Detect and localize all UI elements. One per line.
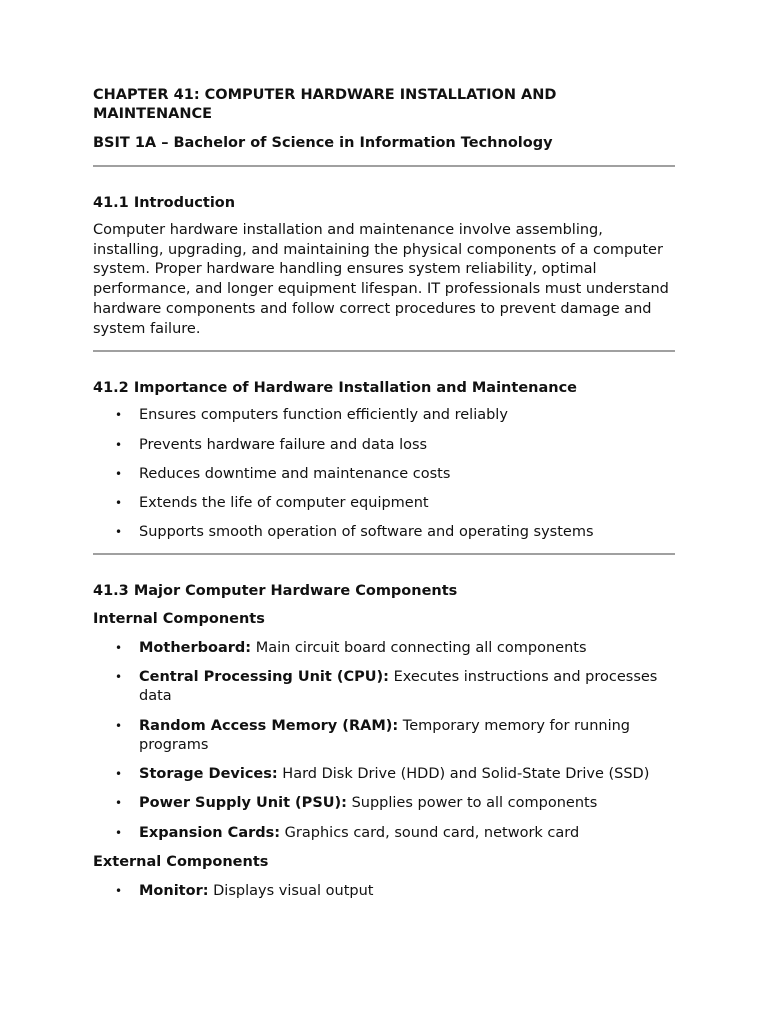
bullet-icon: • xyxy=(115,466,123,481)
subheading-internal-components: Internal Components xyxy=(93,610,265,627)
list-item xyxy=(93,824,675,843)
term-label: Power Supply Unit (PSU): xyxy=(139,795,347,812)
term-label: Random Access Memory (RAM): xyxy=(139,717,399,734)
external-components-list xyxy=(93,882,675,901)
importance-list xyxy=(93,406,675,542)
bullet-icon: • xyxy=(115,825,123,840)
term-description: Hard Disk Drive (HDD) and Solid-State Drive (SSD) xyxy=(277,766,650,783)
bullet-icon: • xyxy=(115,640,123,655)
list-item xyxy=(93,794,675,813)
section-heading-importance: 41.2 Importance of Hardware Installation and Maintenance xyxy=(93,380,578,397)
bullet-icon: • xyxy=(115,796,123,811)
list-item xyxy=(93,882,675,901)
list-item xyxy=(93,406,675,425)
list-item-text: Ensures computers function efficiently and reliably xyxy=(139,407,508,424)
term-description: Supplies power to all components xyxy=(346,795,598,812)
document-subtitle: BSIT 1A – Bachelor of Science in Information Technology xyxy=(93,135,553,151)
list-item xyxy=(93,436,675,455)
list-item xyxy=(93,668,675,707)
section-heading-components: 41.3 Major Computer Hardware Components xyxy=(93,582,458,599)
list-item xyxy=(93,465,675,484)
list-item-text: Supports smooth operation of software and operating systems xyxy=(139,524,594,541)
term-label: Central Processing Unit (CPU): xyxy=(139,669,389,685)
introduction-paragraph: Computer hardware installation and maintenance involve assembling, installing, upgrading, and maintaining the physical components of a computer system. Proper hardware handling ensures system reliability, optimal performance, and longer equipment lifespan. IT professionals must understand hardware components and follow correct procedures to prevent damage and system failure. xyxy=(93,222,669,337)
subheading-external-components: External Components xyxy=(93,854,269,871)
section-divider xyxy=(93,553,675,555)
term-label: Expansion Cards: xyxy=(139,824,281,841)
bullet-icon: • xyxy=(115,718,123,733)
bullet-icon: • xyxy=(115,767,123,782)
section-heading-introduction: 41.1 Introduction xyxy=(93,195,236,211)
list-item xyxy=(93,639,675,658)
section-divider xyxy=(93,350,675,352)
document-title: CHAPTER 41: COMPUTER HARDWARE INSTALLATION AND MAINTENANCE xyxy=(93,87,557,122)
list-item xyxy=(93,765,675,784)
bullet-icon: • xyxy=(115,496,123,511)
term-label: Motherboard: xyxy=(139,639,252,656)
list-item xyxy=(93,523,675,542)
bullet-icon: • xyxy=(115,437,123,452)
term-description: Temporary memory for running programs xyxy=(139,717,631,753)
list-item xyxy=(93,717,675,756)
bullet-icon: • xyxy=(115,408,123,423)
bullet-icon: • xyxy=(115,670,123,684)
list-item xyxy=(93,494,675,513)
term-description: Executes instructions and processes data xyxy=(139,669,658,705)
internal-components-list xyxy=(93,639,675,843)
document-page xyxy=(93,86,675,911)
list-item-text: Prevents hardware failure and data loss xyxy=(139,436,428,453)
term-description: Displays visual output xyxy=(208,883,374,900)
section-divider xyxy=(93,165,675,167)
term-description: Graphics card, sound card, network card xyxy=(280,824,580,841)
bullet-icon: • xyxy=(115,884,123,899)
list-item-text: Reduces downtime and maintenance costs xyxy=(139,465,451,482)
term-description: Main circuit board connecting all components xyxy=(251,639,587,656)
list-item-text: Extends the life of computer equipment xyxy=(139,495,429,512)
bullet-icon: • xyxy=(115,525,123,540)
term-label: Storage Devices: xyxy=(139,766,278,783)
term-label: Monitor: xyxy=(139,883,209,900)
